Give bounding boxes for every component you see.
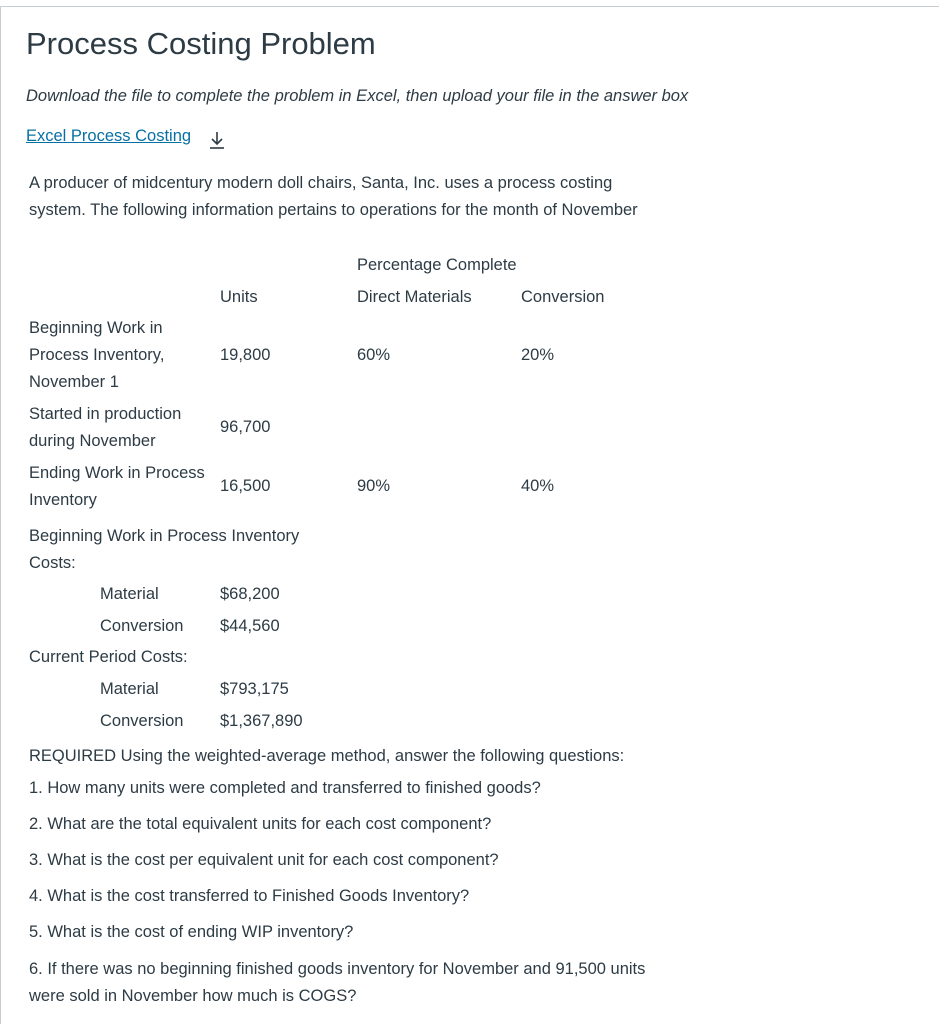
left-border <box>0 6 1 1024</box>
intro-paragraph: A producer of midcentury modern doll chairs, Santa, Inc. uses a process costing system. The following information pertains to operations for the month of November <box>29 174 638 219</box>
units-cell: 16,500 <box>220 477 271 495</box>
row-label: Inventory <box>29 491 97 509</box>
cost-label: Material <box>100 680 159 698</box>
question-item: 1. How many units were completed and transferred to finished goods? <box>29 779 541 797</box>
row-label: Process Inventory, <box>29 346 165 364</box>
units-cell: 19,800 <box>220 346 271 364</box>
direct-materials-cell: 60% <box>357 346 391 364</box>
conversion-cell: 40% <box>521 477 555 495</box>
cost-value: $44,560 <box>220 617 280 635</box>
cost-value: $793,175 <box>220 680 289 698</box>
cost-label: Conversion <box>100 617 184 635</box>
units-header: Units <box>220 288 258 306</box>
row-label: Ending Work in Process <box>29 464 205 482</box>
instructions-text: Download the file to complete the problem in Excel, then upload your file in the answer box <box>26 87 689 105</box>
top-divider <box>0 6 939 7</box>
beginning-costs-heading: Beginning Work in Process Inventory <box>29 527 300 545</box>
row-label: November 1 <box>29 373 119 391</box>
conversion-header: Conversion <box>521 288 605 306</box>
required-text: REQUIRED Using the weighted-average method, answer the following questions: <box>29 747 625 765</box>
question-item: 2. What are the total equivalent units for each cost component? <box>29 815 492 833</box>
page-title: Process Costing Problem <box>26 26 376 61</box>
question-item: 3. What is the cost per equivalent unit for each cost component? <box>29 851 499 869</box>
row-label: Started in production <box>29 405 182 423</box>
conversion-cell: 20% <box>521 346 555 364</box>
row-label: Beginning Work in <box>29 319 163 337</box>
cost-label: Conversion <box>100 712 184 730</box>
row-label: during November <box>29 432 156 450</box>
question-item: 5. What is the cost of ending WIP inventory? <box>29 923 354 941</box>
direct-materials-header: Direct Materials <box>357 288 472 306</box>
current-costs-heading: Current Period Costs: <box>29 648 188 666</box>
percentage-complete-header: Percentage Complete <box>357 256 517 274</box>
excel-file-link[interactable]: Excel Process Costing <box>26 127 192 145</box>
cost-value: $68,200 <box>220 585 280 603</box>
direct-materials-cell: 90% <box>357 477 391 495</box>
question-item: 6. If there was no beginning finished goods inventory for November and 91,500 units were sold in November how much is COGS? <box>29 960 646 1005</box>
question-item: 4. What is the cost transferred to Finished Goods Inventory? <box>29 887 470 905</box>
cost-value: $1,367,890 <box>220 712 303 730</box>
cost-label: Material <box>100 585 159 603</box>
download-icon[interactable] <box>206 129 228 151</box>
beginning-costs-heading: Costs: <box>29 554 76 572</box>
units-cell: 96,700 <box>220 418 271 436</box>
